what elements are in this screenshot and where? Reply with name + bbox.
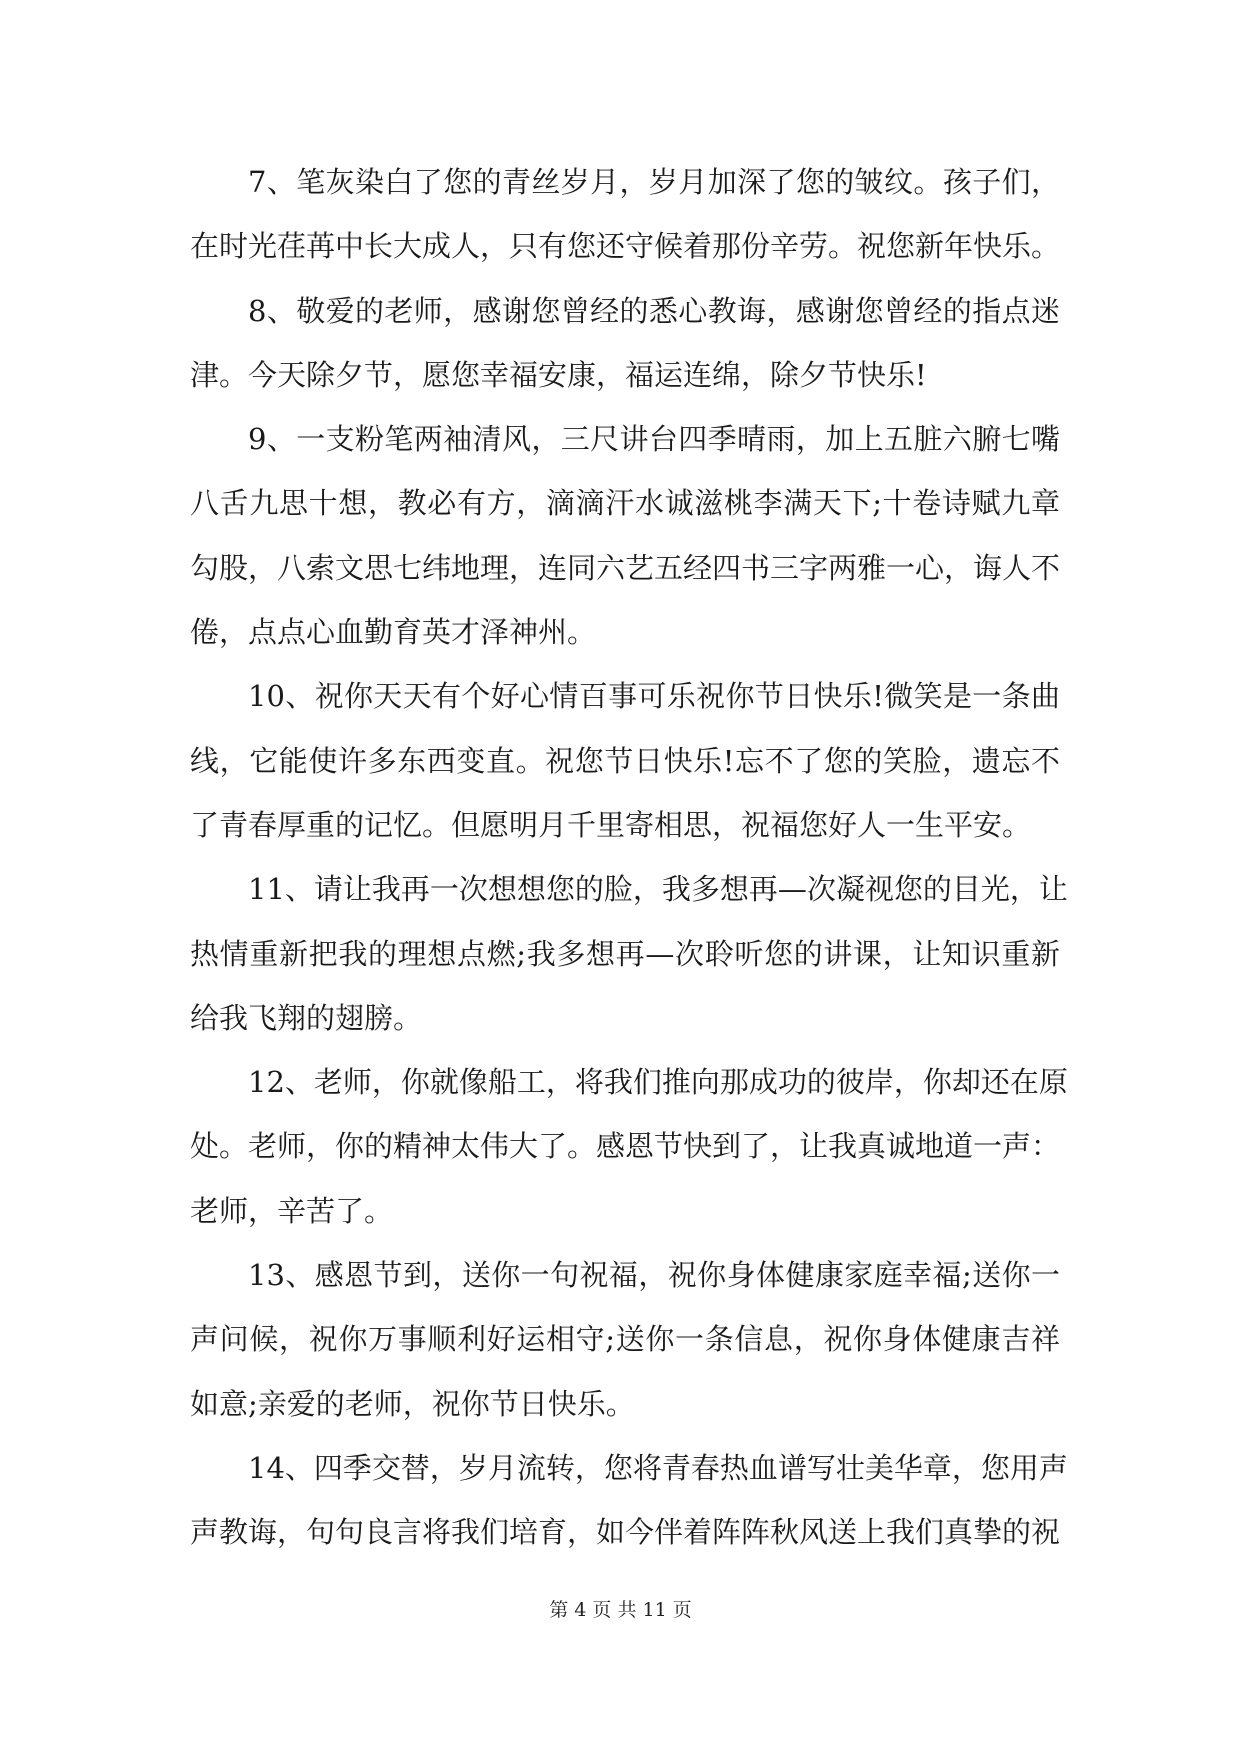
document-body [190,150,1068,1565]
text-line: 线，它能使许多东西变直。祝您节日快乐!忘不了您的笑脸，遗忘不 [190,743,1060,778]
text-line: 12、老师，你就像船工，将我们推向那成功的彼岸，你却还在原 [248,1065,1068,1100]
text-line: 给我飞翔的翅膀。 [190,1000,423,1035]
text-line: 在时光荏苒中长大成人，只有您还守候着那份辛劳。祝您新年快乐。 [190,229,1061,264]
text-line: 8、敬爱的老师，感谢您曾经的悉心教诲，感谢您曾经的指点迷 [248,293,1060,328]
text-line: 处。老师，你的精神太伟大了。感恩节快到了，让我真诚地道一声： [190,1129,1061,1164]
text-line: 老师，辛苦了。 [190,1193,394,1228]
text-line: 八舌九思十想，教必有方，滴滴汗水诚滋桃李满天下;十卷诗赋九章 [190,486,1060,521]
text-line: 了青春厚重的记忆。但愿明月千里寄相思，祝福您好人一生平安。 [190,807,1032,842]
text-line: 如意;亲爱的老师，祝你节日快乐。 [190,1386,635,1421]
text-line: 热情重新把我的理想点燃;我多想再—次聆听您的讲课，让知识重新 [190,936,1060,971]
text-line: 11、请让我再一次想想您的脸，我多想再—次凝视您的目光，让 [248,872,1068,907]
text-line: 勾股，八索文思七纬地理，连同六艺五经四书三字两雅一心，诲人不 [190,550,1061,585]
text-line: 倦，点点心血勤育英才泽神州。 [190,615,597,650]
text-line: 津。今天除夕节，愿您幸福安康，福运连绵，除夕节快乐! [190,357,927,392]
text-line: 9、一支粉笔两袖清风，三尺讲台四季晴雨，加上五脏六腑七嘴 [248,422,1060,457]
page-number-footer: 第 4 页 共 11 页 [549,1599,692,1621]
text-line: 7、笔灰染白了您的青丝岁月，岁月加深了您的皱纹。孩子们， [248,165,1060,199]
text-line: 声问候，祝你万事顺利好运相守;送你一条信息，祝你身体健康吉祥 [190,1322,1060,1357]
text-line: 声教诲，句句良言将我们培育，如今伴着阵阵秋风送上我们真挚的祝 [190,1515,1061,1550]
text-line: 10、祝你天天有个好心情百事可乐祝你节日快乐!微笑是一条曲 [248,679,1060,714]
text-line: 13、感恩节到，送你一句祝福，祝你身体健康家庭幸福;送你一 [248,1258,1060,1293]
text-line: 14、四季交替，岁月流转，您将青春热血谱写壮美华章，您用声 [248,1450,1068,1485]
